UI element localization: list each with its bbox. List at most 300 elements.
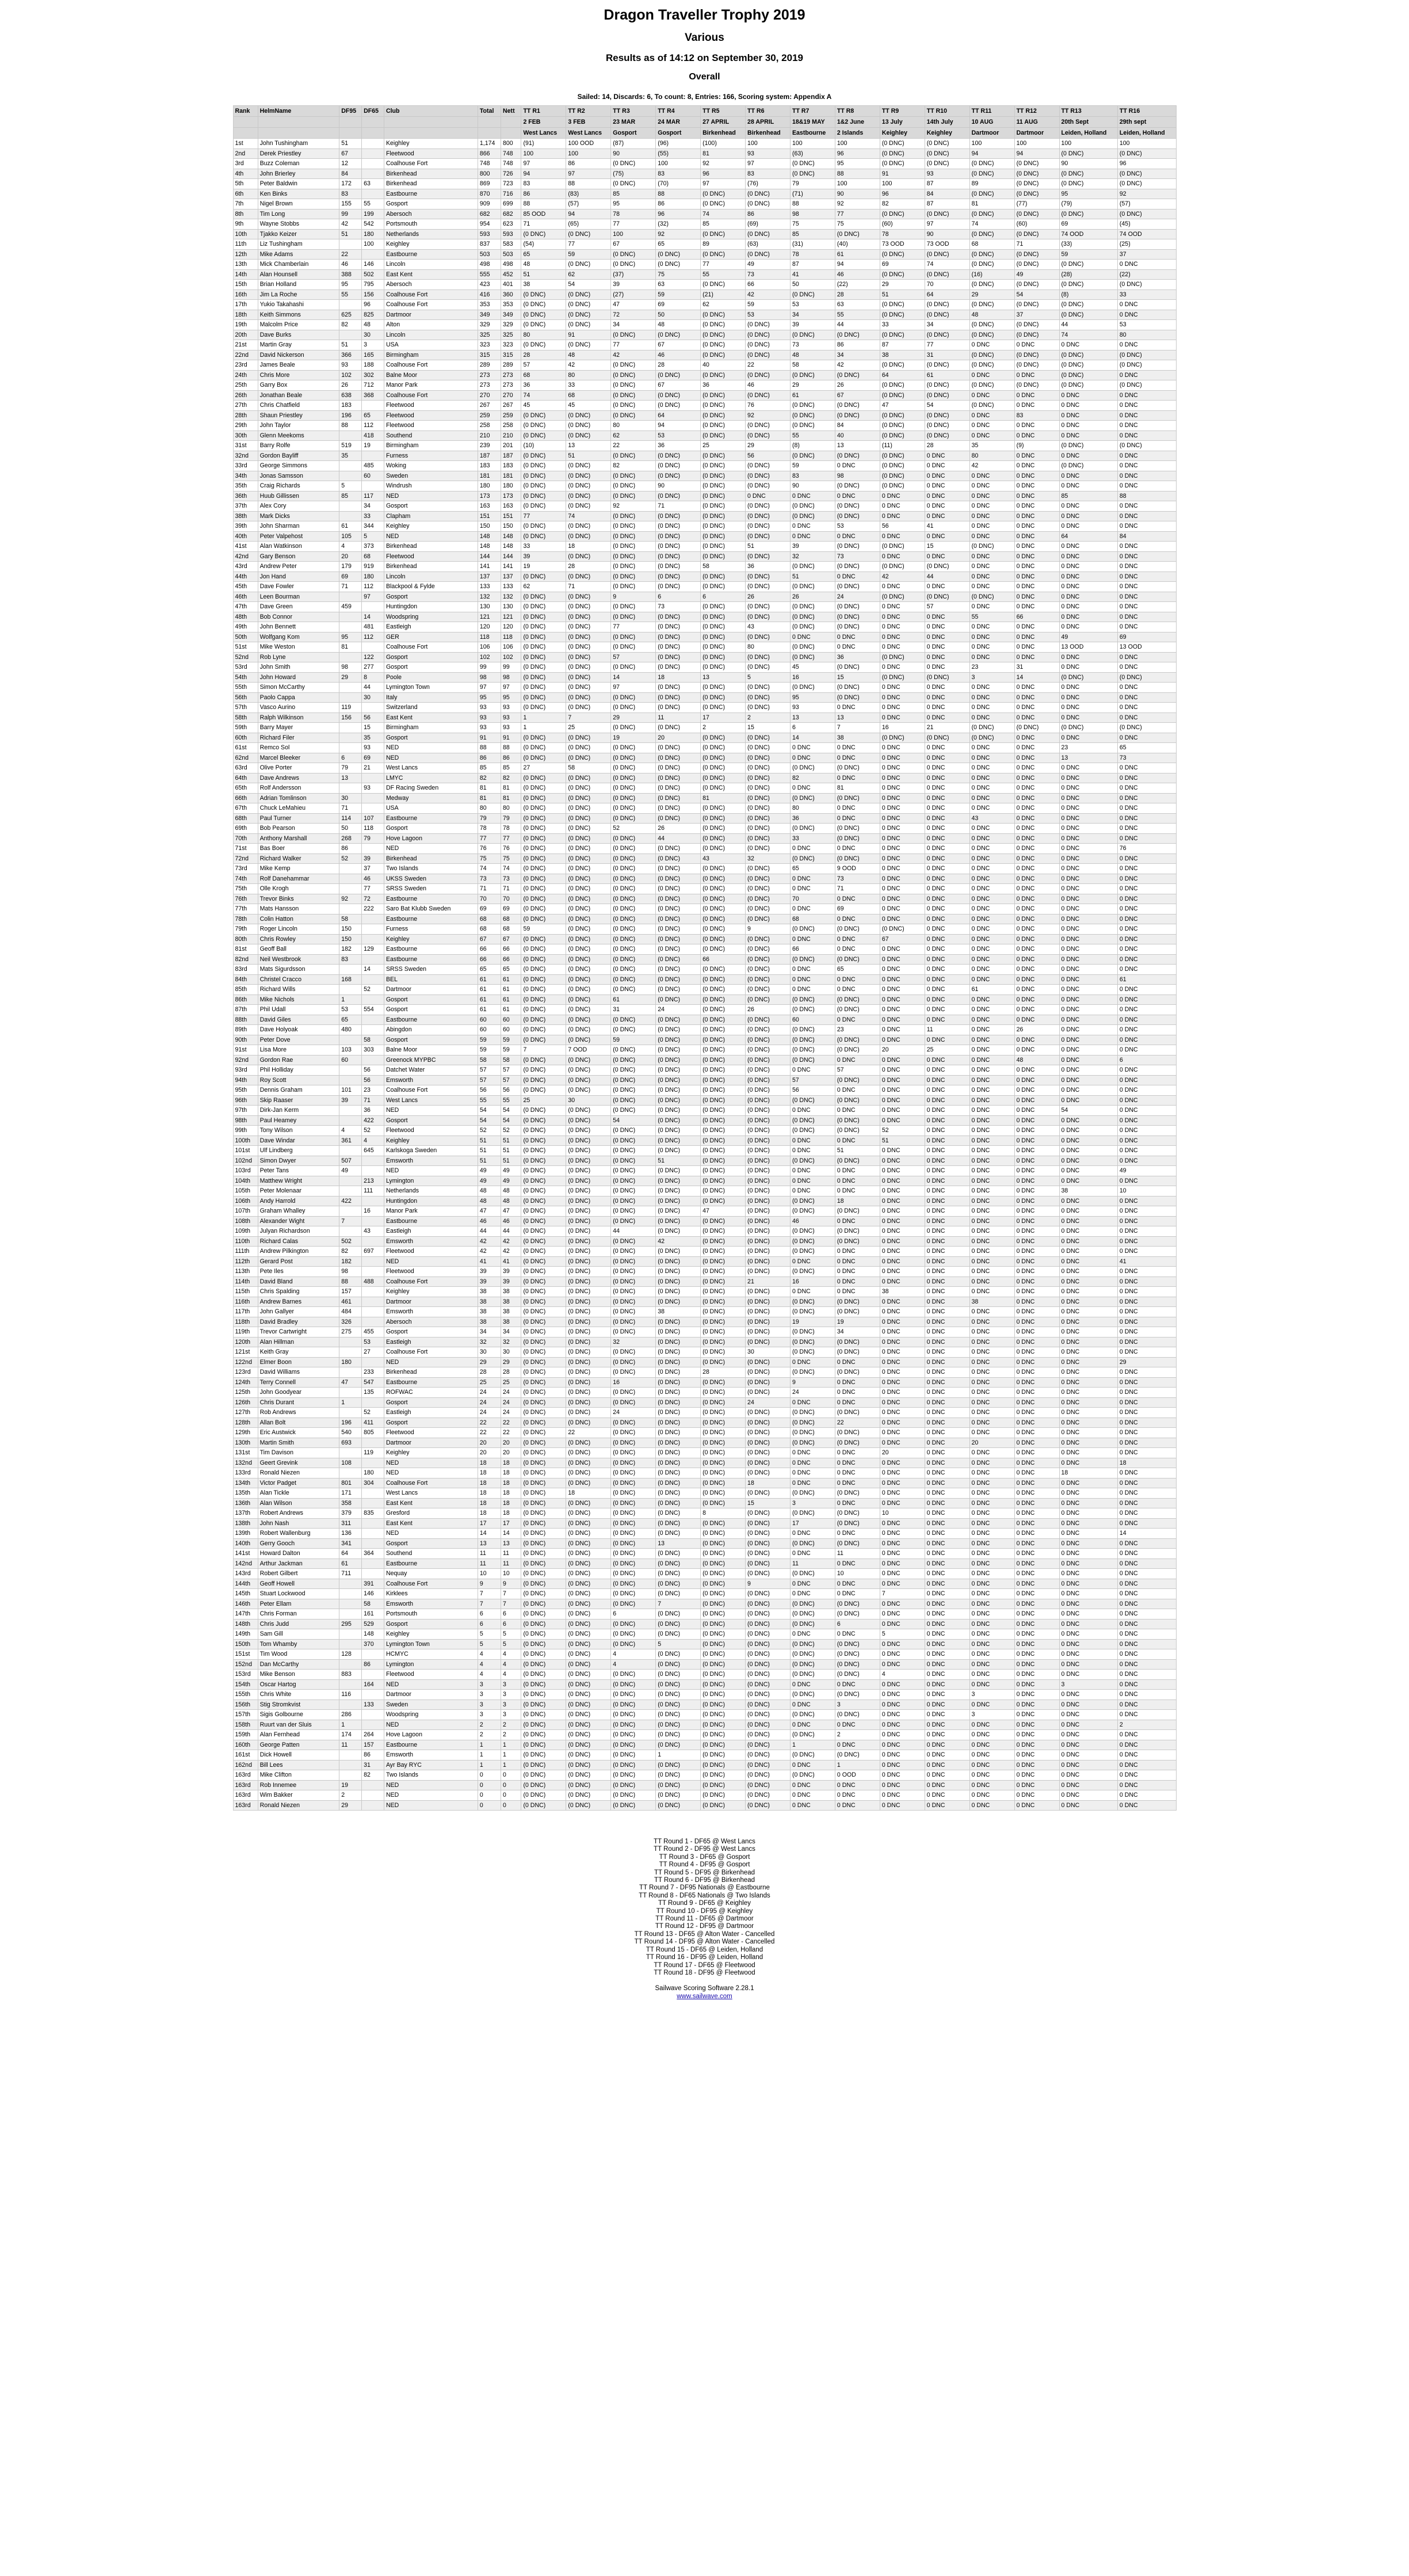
table-cell: 0 DNC	[1117, 1589, 1176, 1599]
table-cell: 71	[339, 803, 362, 814]
table-cell: 0 DNC	[1059, 592, 1117, 602]
table-cell: (0 DNC)	[611, 753, 656, 763]
table-cell: 8	[362, 672, 384, 683]
table-cell: (0 DNC)	[521, 1196, 566, 1206]
table-cell: (0 DNC)	[880, 148, 925, 159]
table-cell: (0 DNC)	[611, 803, 656, 814]
table-cell: (79)	[1059, 199, 1117, 209]
table-cell: 0 DNC	[969, 1448, 1014, 1458]
table-cell: 0 DNC	[1117, 1247, 1176, 1257]
table-cell: 0 DNC	[969, 692, 1014, 703]
table-cell: 95	[478, 692, 501, 703]
table-cell: (0 DNC)	[611, 864, 656, 874]
table-cell: 0 DNC	[1014, 1206, 1059, 1217]
table-cell: 4	[478, 1659, 501, 1670]
table-cell: 77	[925, 340, 969, 350]
table-cell: (0 DNC)	[746, 370, 791, 380]
table-cell: 181	[501, 471, 521, 481]
table-cell: 0 DNC	[1014, 965, 1059, 975]
table-cell: (0 DNC)	[521, 1247, 566, 1257]
table-cell: 0 DNC	[835, 1629, 880, 1640]
table-cell: (0 DNC)	[611, 1045, 656, 1055]
table-cell: 0 DNC	[880, 692, 925, 703]
table-cell: (0 DNC)	[566, 753, 611, 763]
table-cell: (0 DNC)	[521, 1408, 566, 1418]
table-cell	[362, 924, 384, 935]
table-cell: 58th	[233, 712, 258, 723]
table-cell: 379	[339, 1508, 362, 1519]
table-cell: 682	[501, 209, 521, 219]
table-cell: 8th	[233, 209, 258, 219]
table-cell: Dartmoor	[384, 1297, 478, 1307]
table-cell: Chris Spalding	[258, 1287, 339, 1297]
table-cell	[362, 189, 384, 199]
table-cell: 89th	[233, 1025, 258, 1035]
table-cell: 0 DNC	[1117, 1498, 1176, 1508]
table-cell: (0 DNC)	[566, 1679, 611, 1690]
table-cell	[339, 1629, 362, 1640]
table-cell: (0 DNC)	[746, 894, 791, 904]
table-cell: 17	[701, 712, 746, 723]
round-list-item: TT Round 14 - DF95 @ Alton Water - Cancelled	[634, 1938, 775, 1946]
table-cell: (0 DNC)	[656, 451, 701, 461]
table-cell: Rob Andrews	[258, 1408, 339, 1418]
table-cell: 5	[478, 1639, 501, 1649]
table-cell: (0 DNC)	[566, 501, 611, 512]
table-cell: 0 DNC	[969, 1357, 1014, 1367]
table-cell: NED	[384, 1790, 478, 1801]
table-cell: 173	[478, 491, 501, 501]
table-cell: 174	[339, 1730, 362, 1740]
table-cell: 0 DNC	[1059, 1115, 1117, 1126]
table-cell: 273	[501, 380, 521, 391]
table-cell: 100	[880, 179, 925, 189]
table-cell: 0 DNC	[969, 1518, 1014, 1529]
table-cell: (0 DNC)	[611, 602, 656, 612]
table-cell: (0 DNC)	[521, 1549, 566, 1559]
table-cell: (0 DNC)	[611, 884, 656, 894]
table-cell: (0 DNC)	[656, 1377, 701, 1388]
table-cell: Adrian Tomlinson	[258, 793, 339, 803]
table-cell: 0 DNC	[880, 1025, 925, 1035]
table-cell: 0 DNC	[1117, 1106, 1176, 1116]
table-cell: (0 DNC)	[566, 1287, 611, 1297]
table-cell: 0 DNC	[969, 924, 1014, 935]
table-cell: (0 DNC)	[746, 904, 791, 914]
table-cell: (0 DNC)	[566, 985, 611, 995]
table-cell: 0 DNC	[969, 1307, 1014, 1317]
table-cell: Yukio Takahashi	[258, 300, 339, 310]
table-cell: (0 DNC)	[656, 401, 701, 411]
table-cell	[362, 1720, 384, 1730]
table-cell: (0 DNC)	[521, 864, 566, 874]
table-cell: (0 DNC)	[521, 1186, 566, 1196]
table-cell: 0 DNC	[1014, 1276, 1059, 1287]
table-cell: (0 DNC)	[969, 169, 1014, 179]
table-cell: (0 DNC)	[790, 1156, 835, 1166]
table-cell: 0 DNC	[1117, 985, 1176, 995]
table-cell: 800	[501, 139, 521, 149]
table-cell: 42	[880, 571, 925, 582]
table-cell: (0 DNC)	[1014, 723, 1059, 733]
table-row	[233, 874, 1176, 884]
table-cell: 3	[478, 1679, 501, 1690]
table-cell: Mike Clifton	[258, 1770, 339, 1781]
table-cell: (0 DNC)	[521, 683, 566, 693]
table-cell: (0 DNC)	[521, 1377, 566, 1388]
table-cell	[362, 1458, 384, 1468]
table-cell: (0 DNC)	[835, 1670, 880, 1680]
table-cell: 13	[790, 712, 835, 723]
table-cell: 502	[339, 1236, 362, 1247]
table-cell: (0 DNC)	[656, 1649, 701, 1660]
table-cell: 179	[339, 562, 362, 572]
table-cell: 79	[478, 813, 501, 824]
table-cell: 909	[478, 199, 501, 209]
table-cell: 44	[362, 683, 384, 693]
table-cell: (0 DNC)	[925, 249, 969, 260]
table-cell: 0	[501, 1800, 521, 1811]
table-cell: 26	[656, 824, 701, 834]
table-cell: 0 DNC	[880, 763, 925, 773]
table-cell: 180	[362, 571, 384, 582]
table-cell: (0 DNC)	[880, 924, 925, 935]
table-cell: 77th	[233, 904, 258, 914]
table-cell: 870	[478, 189, 501, 199]
table-cell: 0 DNC	[1117, 501, 1176, 512]
table-cell: 0 DNC	[969, 1529, 1014, 1539]
table-row	[233, 1297, 1176, 1307]
table-cell: 0 DNC	[1014, 1670, 1059, 1680]
table-cell	[362, 1236, 384, 1247]
table-cell: 0 DNC	[1059, 1508, 1117, 1519]
table-cell: Alex Cory	[258, 501, 339, 512]
table-cell: 114th	[233, 1276, 258, 1287]
table-cell: 92	[1117, 189, 1176, 199]
table-cell: (0 DNC)	[566, 904, 611, 914]
table-cell: 34	[835, 1327, 880, 1337]
table-cell: 105th	[233, 1186, 258, 1196]
table-cell: 0 DNC	[1059, 501, 1117, 512]
column-header-cell: TT R4	[656, 106, 701, 117]
table-cell: (0 DNC)	[880, 300, 925, 310]
table-cell: (0 DNC)	[521, 833, 566, 844]
table-cell: 0 DNC	[969, 1126, 1014, 1136]
table-cell: 80	[566, 370, 611, 380]
table-cell: (0 DNC)	[969, 733, 1014, 743]
table-cell: 53	[746, 310, 791, 320]
table-cell: (0 DNC)	[701, 1327, 746, 1337]
table-cell: (0 DNC)	[521, 914, 566, 924]
round-list-item: TT Round 18 - DF95 @ Fleetwood	[654, 1969, 755, 1976]
table-cell: (0 DNC)	[611, 793, 656, 803]
table-cell: (0 DNC)	[746, 390, 791, 401]
table-cell: 92	[611, 501, 656, 512]
table-cell: (0 DNC)	[611, 1579, 656, 1589]
table-cell: NED	[384, 1468, 478, 1478]
table-cell: (0 DNC)	[656, 874, 701, 884]
table-cell: 44	[925, 571, 969, 582]
table-cell: (0 DNC)	[521, 491, 566, 501]
table-cell: (0 DNC)	[521, 1428, 566, 1438]
table-cell: (0 DNC)	[611, 1065, 656, 1076]
table-cell: 0 DNC	[1059, 954, 1117, 965]
table-cell: (0 DNC)	[701, 934, 746, 944]
table-cell: 49th	[233, 622, 258, 632]
table-cell: (0 DNC)	[746, 1025, 791, 1035]
table-cell: 90	[1059, 159, 1117, 169]
table-cell: 0 DNC	[925, 1670, 969, 1680]
table-cell: 304	[362, 1478, 384, 1488]
table-cell: (0 DNC)	[701, 1388, 746, 1398]
table-cell: 0 DNC	[1059, 733, 1117, 743]
table-cell: 38	[501, 1287, 521, 1297]
table-cell: Peter Tans	[258, 1166, 339, 1176]
table-cell: 0 DNC	[925, 904, 969, 914]
table-row	[233, 169, 1176, 179]
venue-header-cell	[233, 128, 258, 139]
table-cell: (0 DNC)	[566, 1569, 611, 1579]
table-cell: Shaun Priestley	[258, 410, 339, 421]
table-cell: 0 DNC	[1014, 1005, 1059, 1015]
table-cell: (0 DNC)	[611, 1730, 656, 1740]
table-cell: 0 DNC	[1117, 1558, 1176, 1569]
table-cell	[362, 793, 384, 803]
table-cell: 68	[478, 914, 501, 924]
table-row	[233, 994, 1176, 1005]
table-cell: (0 DNC)	[790, 1609, 835, 1619]
table-cell: 0 DNC	[835, 1186, 880, 1196]
table-cell: Paolo Cappa	[258, 692, 339, 703]
table-cell: 21	[746, 1276, 791, 1287]
table-cell: 74	[1059, 330, 1117, 340]
table-cell: 0 DNC	[1117, 622, 1176, 632]
table-cell: Eastbourne	[384, 249, 478, 260]
table-cell: (0 DNC)	[521, 1397, 566, 1408]
table-cell: 0 DNC	[969, 803, 1014, 814]
table-cell: Huntingdon	[384, 602, 478, 612]
table-cell: (0 DNC)	[880, 461, 925, 471]
table-cell: (0 DNC)	[521, 874, 566, 884]
table-cell: (0 DNC)	[566, 1800, 611, 1811]
table-cell: 0 DNC	[1014, 562, 1059, 572]
column-header-cell: HelmName	[258, 106, 339, 117]
table-cell: 32	[746, 853, 791, 864]
table-cell: (0 DNC)	[790, 642, 835, 653]
table-cell: 583	[501, 239, 521, 250]
table-cell: (0 DNC)	[521, 1146, 566, 1156]
table-cell: 0 DNC	[969, 571, 1014, 582]
table-cell: 18	[501, 1488, 521, 1499]
table-cell: 57	[478, 1075, 501, 1085]
table-cell: 44th	[233, 571, 258, 582]
table-cell: 0 DNC	[925, 1699, 969, 1710]
table-cell: (0 DNC)	[701, 461, 746, 471]
table-cell: Ken Binks	[258, 189, 339, 199]
table-cell: 0 DNC	[969, 1156, 1014, 1166]
table-cell: 360	[501, 289, 521, 300]
table-cell: (0 DNC)	[566, 954, 611, 965]
table-cell: (0 DNC)	[746, 1488, 791, 1499]
table-cell: (32)	[656, 219, 701, 230]
table-cell: (0 DNC)	[611, 1307, 656, 1317]
table-cell: (0 DNC)	[566, 461, 611, 471]
table-cell: 34	[478, 1327, 501, 1337]
table-cell: 0 DNC	[880, 1347, 925, 1358]
table-cell: 81	[478, 783, 501, 794]
table-cell: 0 DNC	[925, 481, 969, 491]
table-cell: 0 DNC	[1059, 924, 1117, 935]
table-cell: (0 DNC)	[746, 783, 791, 794]
table-cell: 0 DNC	[925, 1458, 969, 1468]
table-cell: 13 OOD	[1059, 642, 1117, 653]
table-cell: 141	[478, 562, 501, 572]
table-cell: (0 DNC)	[835, 853, 880, 864]
table-cell: 0 DNC	[1014, 1106, 1059, 1116]
table-cell: (0 DNC)	[1117, 723, 1176, 733]
table-cell: 182	[339, 1256, 362, 1267]
table-cell: (0 DNC)	[656, 1659, 701, 1670]
table-cell: 0 DNC	[969, 914, 1014, 924]
table-cell: 9	[501, 1579, 521, 1589]
table-cell: (0 DNC)	[835, 1518, 880, 1529]
table-cell	[362, 1529, 384, 1539]
table-cell: 87	[925, 179, 969, 189]
table-cell: (0 DNC)	[566, 1629, 611, 1640]
table-cell: (0 DNC)	[611, 471, 656, 481]
table-cell: (0 DNC)	[701, 914, 746, 924]
table-cell: (0 DNC)	[746, 1750, 791, 1760]
table-cell: (0 DNC)	[611, 1720, 656, 1730]
table-cell: 34	[790, 310, 835, 320]
table-cell: 0 DNC	[1059, 1629, 1117, 1640]
table-cell: 61	[478, 1005, 501, 1015]
table-cell: 0 DNC	[1014, 1135, 1059, 1146]
table-cell: Birkenhead	[384, 179, 478, 189]
table-cell: 0 DNC	[1117, 521, 1176, 532]
table-row	[233, 511, 1176, 521]
table-cell: (0 DNC)	[835, 542, 880, 552]
table-row	[233, 229, 1176, 239]
table-cell: 18	[478, 1468, 501, 1478]
table-cell: 2	[501, 1730, 521, 1740]
sailwave-link[interactable]: www.sailwave.com	[677, 1992, 732, 2000]
table-cell: 7	[501, 1589, 521, 1599]
table-cell: Sweden	[384, 471, 478, 481]
table-cell: 0 DNC	[1117, 1085, 1176, 1096]
table-cell: (0 DNC)	[746, 944, 791, 955]
table-cell: 0 DNC	[1014, 1367, 1059, 1378]
table-cell: 16	[611, 1377, 656, 1388]
table-cell: 593	[501, 229, 521, 239]
round-list-item: TT Round 15 - DF65 @ Leiden, Holland	[646, 1946, 763, 1953]
table-cell: 711	[339, 1569, 362, 1579]
table-cell: 61	[835, 249, 880, 260]
table-cell: 51	[521, 269, 566, 280]
table-cell	[362, 602, 384, 612]
table-cell: 11	[790, 1558, 835, 1569]
table-cell: 0 DNC	[1059, 1196, 1117, 1206]
table-cell: 9 OOD	[835, 864, 880, 874]
table-cell: 159th	[233, 1730, 258, 1740]
table-row	[233, 1106, 1176, 1116]
table-cell: (0 DNC)	[925, 562, 969, 572]
table-cell: 0 DNC	[880, 1498, 925, 1508]
table-cell: (0 DNC)	[656, 1146, 701, 1156]
table-cell: 0 DNC	[1014, 1347, 1059, 1358]
table-cell: 38	[969, 1297, 1014, 1307]
table-cell: 74	[701, 209, 746, 219]
table-cell: 80	[501, 803, 521, 814]
table-cell: 0 DNC	[1014, 1226, 1059, 1237]
table-cell: (0 DNC)	[611, 813, 656, 824]
table-cell: 78	[501, 824, 521, 834]
table-cell: (0 DNC)	[611, 249, 656, 260]
table-cell: 0 DNC	[880, 833, 925, 844]
table-cell: (0 DNC)	[880, 159, 925, 169]
table-cell: USA	[384, 340, 478, 350]
table-cell: 43	[746, 622, 791, 632]
table-cell: 55	[478, 1095, 501, 1106]
table-cell: 97	[521, 159, 566, 169]
table-row	[233, 1569, 1176, 1579]
table-cell: (54)	[521, 239, 566, 250]
table-cell: 0 DNC	[1117, 1710, 1176, 1720]
table-cell: 69	[656, 300, 701, 310]
table-cell: 102	[501, 652, 521, 662]
table-cell: Balne Moor	[384, 370, 478, 380]
table-cell: (0 DNC)	[746, 803, 791, 814]
table-cell: 0 DNC	[1059, 965, 1117, 975]
table-cell: 0 DNC	[925, 1790, 969, 1801]
table-cell: 0 DNC	[880, 501, 925, 512]
table-cell: John Bennett	[258, 622, 339, 632]
table-cell: Dave Burks	[258, 330, 339, 340]
table-cell: 26	[746, 592, 791, 602]
table-cell: 131st	[233, 1448, 258, 1458]
table-cell: (0 DNC)	[566, 894, 611, 904]
table-cell: 0 DNC	[1059, 864, 1117, 874]
date-header-cell: 3 FEB	[566, 117, 611, 128]
table-cell: 34	[362, 501, 384, 512]
table-cell: (0 DNC)	[611, 853, 656, 864]
table-cell: (0 DNC)	[701, 1025, 746, 1035]
table-cell: 70th	[233, 833, 258, 844]
table-cell: (0 DNC)	[701, 1498, 746, 1508]
table-cell: Eastbourne	[384, 813, 478, 824]
table-cell: (0 DNC)	[746, 1256, 791, 1267]
table-cell: (0 DNC)	[521, 1276, 566, 1287]
table-cell: (0 DNC)	[521, 1710, 566, 1720]
table-row	[233, 1347, 1176, 1358]
table-cell: 0 DNC	[969, 1166, 1014, 1176]
table-row	[233, 1498, 1176, 1508]
table-cell: 24	[501, 1408, 521, 1418]
table-cell: 0 DNC	[1014, 1529, 1059, 1539]
table-cell: 77	[566, 239, 611, 250]
table-cell: 0 DNC	[969, 994, 1014, 1005]
table-cell: 61	[478, 974, 501, 985]
table-cell: Rolf Danehammar	[258, 874, 339, 884]
table-row	[233, 289, 1176, 300]
table-cell: 0 DNC	[790, 1529, 835, 1539]
table-cell: 95	[1059, 189, 1117, 199]
table-cell: 0 DNC	[1117, 1448, 1176, 1458]
table-cell: 0	[501, 1780, 521, 1790]
table-cell: 0 DNC	[969, 864, 1014, 874]
table-cell: 0 DNC	[835, 803, 880, 814]
table-cell: 151st	[233, 1649, 258, 1660]
